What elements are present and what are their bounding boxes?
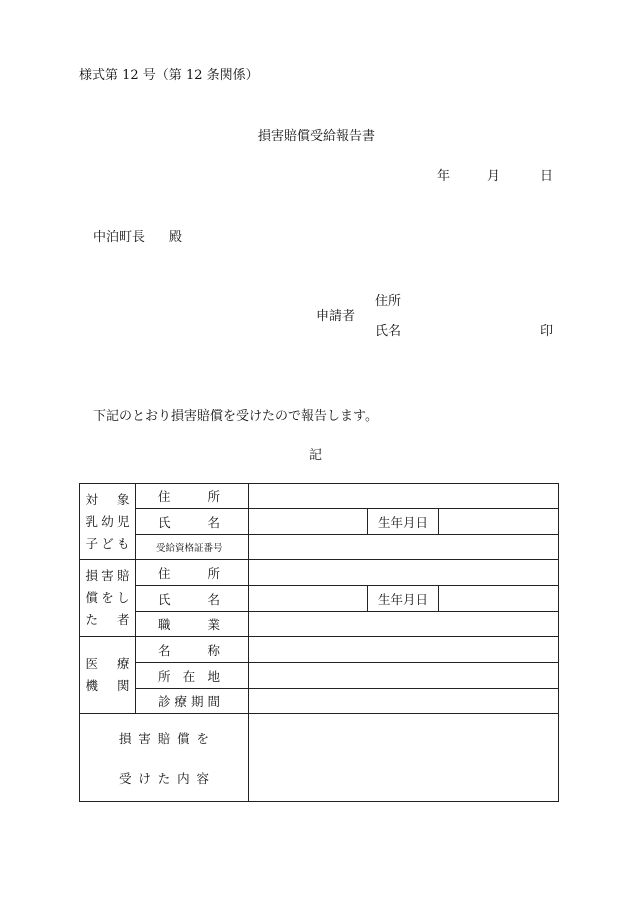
addressee-name: 中泊町長 bbox=[93, 230, 146, 245]
intro-text: 下記のとおり損害賠償を受けたので報告します。 bbox=[93, 409, 378, 424]
payer-occupation-label: 職 業 bbox=[136, 612, 249, 637]
payer-address-label: 住 所 bbox=[136, 560, 249, 586]
compensation-content-label: 損 害 賠 償 を 受 け た 内 容 bbox=[80, 714, 249, 802]
treatment-period-label: 診 療 期 間 bbox=[136, 689, 249, 714]
payer-address-field[interactable] bbox=[249, 560, 559, 586]
date-year-label: 年 bbox=[437, 169, 451, 184]
medical-institution-header: 医 療 機 関 bbox=[80, 637, 136, 714]
payer-header: 損 害 賠 償 を し た 者 bbox=[80, 560, 136, 637]
treatment-period-field[interactable] bbox=[249, 689, 559, 714]
seal-mark: 印 bbox=[540, 324, 554, 339]
note-heading: 記 bbox=[309, 448, 323, 463]
child-name-field[interactable] bbox=[249, 509, 368, 535]
child-birthdate-field[interactable] bbox=[439, 509, 559, 535]
applicant-address-label: 住所 bbox=[375, 294, 402, 309]
payer-occupation-field[interactable] bbox=[249, 612, 559, 637]
payer-name-label: 氏 名 bbox=[136, 586, 249, 612]
institution-location-label: 所 在 地 bbox=[136, 663, 249, 689]
target-child-header: 対 象 乳 幼 児 子 ど も bbox=[80, 484, 136, 560]
child-cert-number-label: 受給資格証番号 bbox=[136, 535, 249, 560]
payer-birthdate-field[interactable] bbox=[439, 586, 559, 612]
child-birthdate-label: 生年月日 bbox=[368, 509, 439, 535]
applicant-name-label: 氏名 bbox=[375, 324, 402, 339]
addressee-honorific: 殿 bbox=[169, 230, 183, 245]
date-month-label: 月 bbox=[487, 169, 501, 184]
child-address-field[interactable] bbox=[249, 484, 559, 509]
institution-name-field[interactable] bbox=[249, 637, 559, 663]
institution-location-field[interactable] bbox=[249, 663, 559, 689]
applicant-label: 申請者 bbox=[316, 309, 356, 324]
report-table bbox=[79, 483, 559, 802]
child-name-label: 氏 名 bbox=[136, 509, 249, 535]
child-address-label: 住 所 bbox=[136, 484, 249, 509]
document-title: 損害賠償受給報告書 bbox=[258, 129, 376, 144]
payer-birthdate-label: 生年月日 bbox=[368, 586, 439, 612]
institution-name-label: 名 称 bbox=[136, 637, 249, 663]
form-number: 様式第 12 号（第 12 条関係） bbox=[79, 68, 259, 83]
compensation-content-field[interactable] bbox=[249, 714, 559, 802]
date-day-label: 日 bbox=[540, 169, 554, 184]
child-cert-number-field[interactable] bbox=[249, 535, 559, 560]
payer-name-field[interactable] bbox=[249, 586, 368, 612]
